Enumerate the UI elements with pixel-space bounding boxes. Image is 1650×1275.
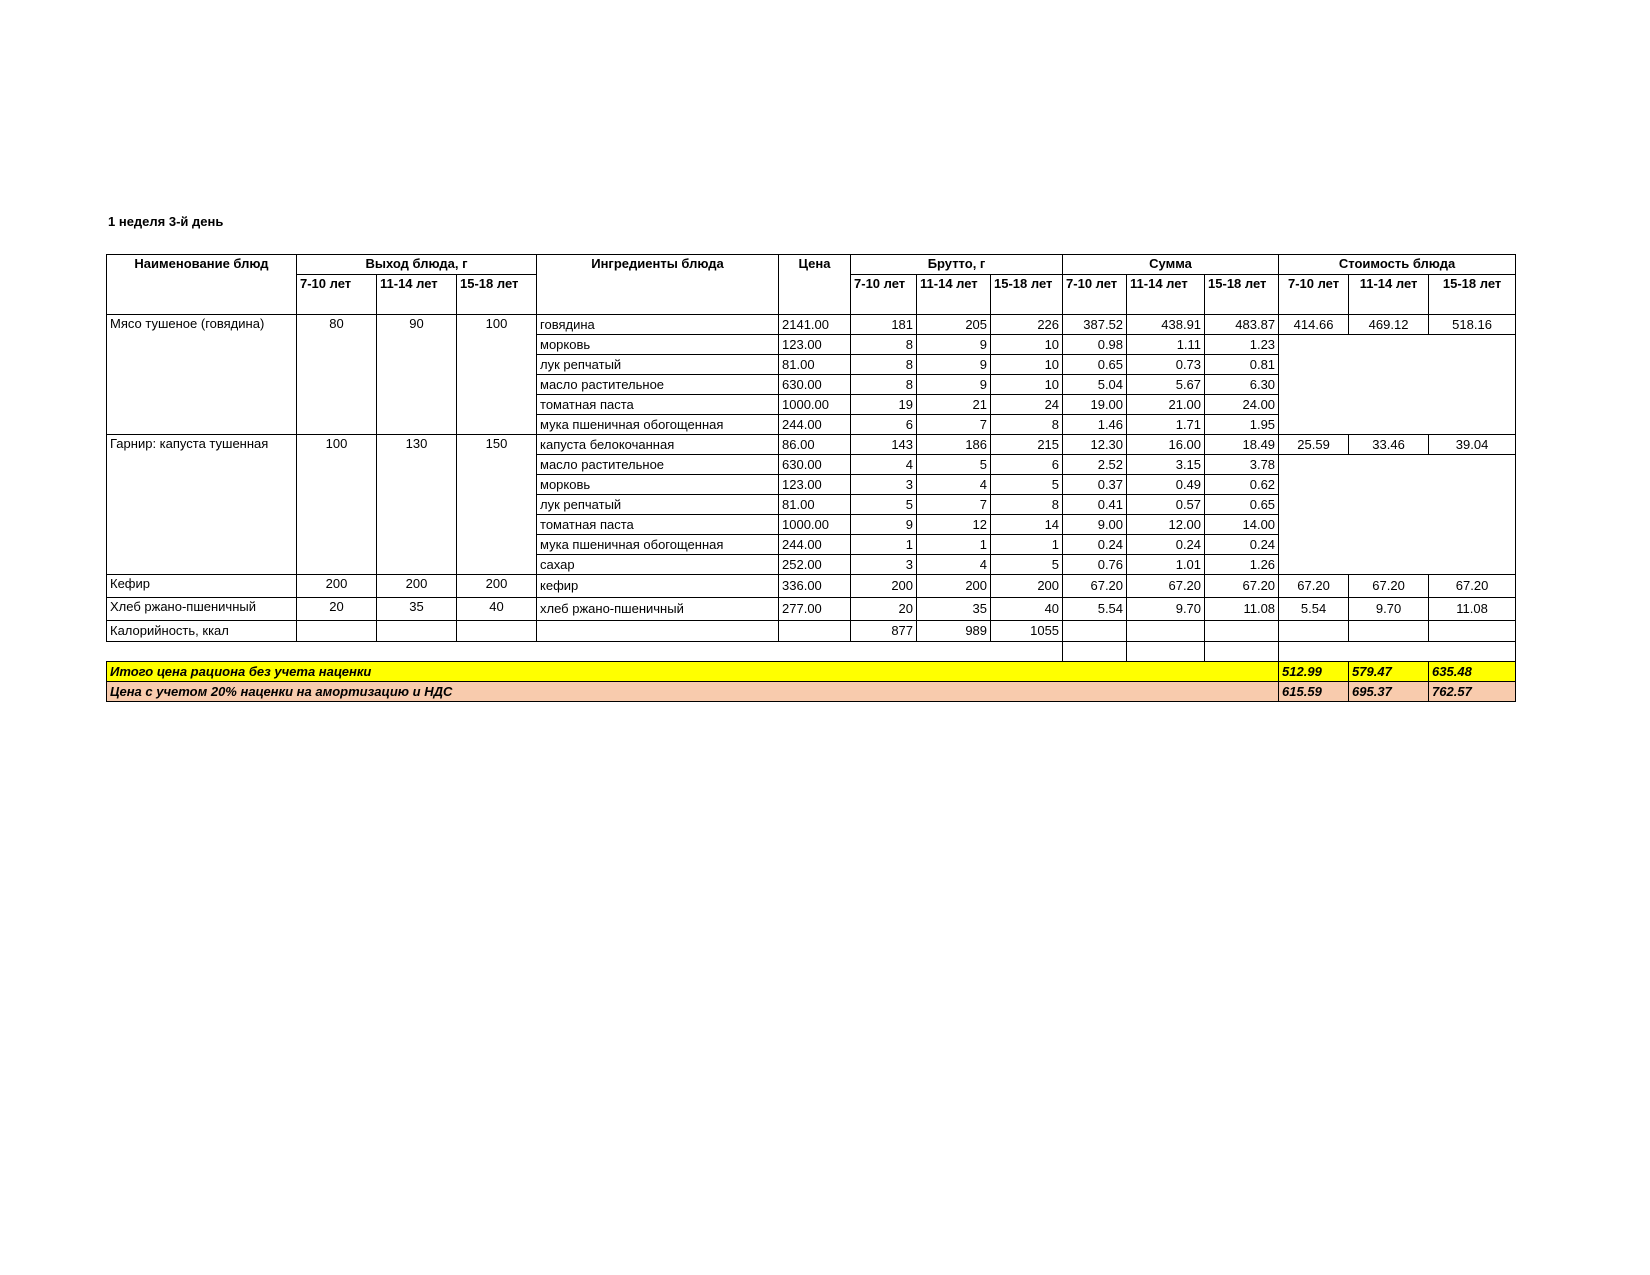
ingredient-price: 123.00 [779, 475, 851, 495]
header-yield-age-2: 11-14 лет [377, 275, 457, 315]
ingredient-sum: 0.57 [1127, 495, 1205, 515]
ingredient-gross: 226 [991, 315, 1063, 335]
table-row [107, 575, 1516, 598]
ingredient-sum: 5.04 [1063, 375, 1127, 395]
ingredient-gross: 8 [851, 375, 917, 395]
ingredient-sum: 9.00 [1063, 515, 1127, 535]
header-dish: Наименование блюд [107, 255, 297, 315]
ingredient-price: 244.00 [779, 535, 851, 555]
ingredient-sum: 9.70 [1127, 598, 1205, 621]
ingredient-gross: 10 [991, 335, 1063, 355]
ingredient-gross: 200 [851, 575, 917, 598]
dish-yield: 100 [297, 435, 377, 575]
dish-name: Кефир [107, 575, 297, 598]
empty-cell [1205, 642, 1279, 662]
ingredient-gross: 1 [991, 535, 1063, 555]
ingredient-gross: 143 [851, 435, 917, 455]
empty-cell [377, 621, 457, 642]
dish-yield: 35 [377, 598, 457, 621]
calories-label: Калорийность, ккал [107, 621, 297, 642]
dish-yield: 20 [297, 598, 377, 621]
empty-cell [297, 621, 377, 642]
empty-cell [1063, 621, 1127, 642]
ingredient-sum: 0.49 [1127, 475, 1205, 495]
dish-yield: 200 [377, 575, 457, 598]
ingredient-sum: 483.87 [1205, 315, 1279, 335]
ingredient-gross: 8 [991, 415, 1063, 435]
ingredient-name: говядина [537, 315, 779, 335]
ingredient-sum: 0.65 [1205, 495, 1279, 515]
ingredient-sum: 1.01 [1127, 555, 1205, 575]
table-row [107, 435, 1516, 455]
ingredient-gross: 3 [851, 555, 917, 575]
ingredient-price: 81.00 [779, 495, 851, 515]
ingredient-sum: 1.23 [1205, 335, 1279, 355]
ingredient-name: мука пшеничная обогощенная [537, 415, 779, 435]
ingredient-name: сахар [537, 555, 779, 575]
empty-cell [1205, 621, 1279, 642]
ingredient-name: хлеб ржано-пшеничный [537, 598, 779, 621]
empty-cell [107, 642, 1063, 662]
ingredient-gross: 10 [991, 375, 1063, 395]
ingredient-price: 81.00 [779, 355, 851, 375]
ingredient-sum: 2.52 [1063, 455, 1127, 475]
calories-row [107, 621, 1516, 642]
ingredient-sum: 24.00 [1205, 395, 1279, 415]
with_markup-value: 615.59 [1279, 682, 1349, 702]
ingredient-gross: 12 [917, 515, 991, 535]
ingredient-sum: 0.24 [1127, 535, 1205, 555]
ingredient-sum: 0.73 [1127, 355, 1205, 375]
ingredient-gross: 3 [851, 475, 917, 495]
ingredient-gross: 14 [991, 515, 1063, 535]
ingredient-name: мука пшеничная обогощенная [537, 535, 779, 555]
total-label: Итого цена рациона без учета наценки [107, 662, 1279, 682]
dish-yield: 130 [377, 435, 457, 575]
ingredient-gross: 205 [917, 315, 991, 335]
dish-cost: 67.20 [1349, 575, 1429, 598]
ingredient-sum: 1.46 [1063, 415, 1127, 435]
dish-cost: 414.66 [1279, 315, 1349, 335]
ingredient-sum: 0.62 [1205, 475, 1279, 495]
empty-cell [537, 621, 779, 642]
ingredient-sum: 0.65 [1063, 355, 1127, 375]
ingredient-gross: 19 [851, 395, 917, 415]
calories-value: 1055 [991, 621, 1063, 642]
ingredient-gross: 5 [851, 495, 917, 515]
ingredient-gross: 9 [917, 375, 991, 395]
dish-yield: 200 [297, 575, 377, 598]
with_markup-value: 695.37 [1349, 682, 1429, 702]
ingredient-price: 2141.00 [779, 315, 851, 335]
ingredient-price: 252.00 [779, 555, 851, 575]
header-cost-age-1: 7-10 лет [1279, 275, 1349, 315]
ingredient-sum: 67.20 [1127, 575, 1205, 598]
header-cost-age-3: 15-18 лет [1429, 275, 1516, 315]
ingredient-price: 277.00 [779, 598, 851, 621]
ingredient-gross: 200 [917, 575, 991, 598]
ingredient-gross: 20 [851, 598, 917, 621]
ingredient-sum: 16.00 [1127, 435, 1205, 455]
ingredient-sum: 1.71 [1127, 415, 1205, 435]
total-row [107, 662, 1516, 682]
ingredient-sum: 67.20 [1063, 575, 1127, 598]
dish-name: Гарнир: капуста тушенная [107, 435, 297, 575]
with_markup-value: 762.57 [1429, 682, 1516, 702]
empty-cell [1349, 621, 1429, 642]
empty-cell [779, 621, 851, 642]
dish-cost: 5.54 [1279, 598, 1349, 621]
ingredient-sum: 0.41 [1063, 495, 1127, 515]
ingredient-sum: 6.30 [1205, 375, 1279, 395]
dish-yield: 40 [457, 598, 537, 621]
dish-cost: 25.59 [1279, 435, 1349, 455]
total-value: 579.47 [1349, 662, 1429, 682]
ingredient-gross: 9 [917, 335, 991, 355]
ingredient-sum: 0.81 [1205, 355, 1279, 375]
ingredient-gross: 4 [917, 475, 991, 495]
ingredient-sum: 0.24 [1205, 535, 1279, 555]
ingredient-sum: 1.11 [1127, 335, 1205, 355]
header-sum-age-2: 11-14 лет [1127, 275, 1205, 315]
empty-cell [1429, 621, 1516, 642]
dish-cost-empty [1279, 455, 1516, 575]
ingredient-price: 123.00 [779, 335, 851, 355]
ingredient-gross: 1 [851, 535, 917, 555]
ingredient-sum: 3.15 [1127, 455, 1205, 475]
ingredient-gross: 8 [991, 495, 1063, 515]
ingredient-gross: 181 [851, 315, 917, 335]
ingredient-gross: 4 [851, 455, 917, 475]
ingredient-price: 86.00 [779, 435, 851, 455]
ingredient-gross: 40 [991, 598, 1063, 621]
dish-yield: 90 [377, 315, 457, 435]
ingredient-sum: 12.00 [1127, 515, 1205, 535]
header-price: Цена [779, 255, 851, 315]
ingredient-gross: 10 [991, 355, 1063, 375]
ingredient-gross: 7 [917, 495, 991, 515]
ingredient-gross: 35 [917, 598, 991, 621]
ingredient-sum: 5.67 [1127, 375, 1205, 395]
header-yield-age-3: 15-18 лет [457, 275, 537, 315]
header-gross-age-3: 15-18 лет [991, 275, 1063, 315]
ingredient-gross: 21 [917, 395, 991, 415]
ingredient-sum: 0.98 [1063, 335, 1127, 355]
dish-cost: 67.20 [1429, 575, 1516, 598]
sheet-title: 1 неделя 3-й день [108, 214, 224, 229]
ingredient-sum: 21.00 [1127, 395, 1205, 415]
dish-cost: 11.08 [1429, 598, 1516, 621]
ingredient-sum: 5.54 [1063, 598, 1127, 621]
empty-cell [457, 621, 537, 642]
table-row [107, 315, 1516, 335]
total-value: 512.99 [1279, 662, 1349, 682]
dish-name: Мясо тушеное (говядина) [107, 315, 297, 435]
dish-cost: 67.20 [1279, 575, 1349, 598]
ingredient-name: морковь [537, 475, 779, 495]
ingredient-gross: 8 [851, 335, 917, 355]
dish-name: Хлеб ржано-пшеничный [107, 598, 297, 621]
ingredient-name: масло растительное [537, 455, 779, 475]
ingredient-name: лук репчатый [537, 495, 779, 515]
dish-cost: 9.70 [1349, 598, 1429, 621]
with_markup-label: Цена с учетом 20% наценки на амортизацию и НДС [107, 682, 1279, 702]
ingredient-gross: 9 [851, 515, 917, 535]
ingredient-name: кефир [537, 575, 779, 598]
empty-cell [1279, 642, 1516, 662]
ingredient-gross: 5 [917, 455, 991, 475]
table-row [107, 598, 1516, 621]
empty-cell [1063, 642, 1127, 662]
ingredient-sum: 19.00 [1063, 395, 1127, 415]
ingredient-gross: 5 [991, 555, 1063, 575]
ingredient-gross: 4 [917, 555, 991, 575]
dish-cost: 33.46 [1349, 435, 1429, 455]
empty-cell [1279, 621, 1349, 642]
ingredient-gross: 6 [991, 455, 1063, 475]
ingredient-gross: 186 [917, 435, 991, 455]
ingredient-sum: 438.91 [1127, 315, 1205, 335]
header-sum: Сумма [1063, 255, 1279, 275]
ingredient-sum: 1.95 [1205, 415, 1279, 435]
ingredient-price: 630.00 [779, 375, 851, 395]
ingredient-name: морковь [537, 335, 779, 355]
header-gross: Брутто, г [851, 255, 1063, 275]
dish-yield: 200 [457, 575, 537, 598]
ingredient-sum: 67.20 [1205, 575, 1279, 598]
ingredient-sum: 1.26 [1205, 555, 1279, 575]
dish-yield: 150 [457, 435, 537, 575]
ingredient-price: 630.00 [779, 455, 851, 475]
ingredient-name: томатная паста [537, 515, 779, 535]
header-cost: Стоимость блюда [1279, 255, 1516, 275]
header-sum-age-3: 15-18 лет [1205, 275, 1279, 315]
ingredient-sum: 12.30 [1063, 435, 1127, 455]
ingredient-sum: 18.49 [1205, 435, 1279, 455]
ingredient-gross: 9 [917, 355, 991, 375]
ingredient-gross: 1 [917, 535, 991, 555]
ingredient-gross: 5 [991, 475, 1063, 495]
ingredient-name: томатная паста [537, 395, 779, 415]
ingredient-sum: 0.24 [1063, 535, 1127, 555]
with_markup-row [107, 682, 1516, 702]
calories-value: 877 [851, 621, 917, 642]
ingredient-gross: 24 [991, 395, 1063, 415]
ingredient-name: капуста белокочанная [537, 435, 779, 455]
dish-yield: 80 [297, 315, 377, 435]
ingredient-price: 1000.00 [779, 515, 851, 535]
ingredient-price: 1000.00 [779, 395, 851, 415]
ingredient-sum: 0.76 [1063, 555, 1127, 575]
calories-value: 989 [917, 621, 991, 642]
dish-yield: 100 [457, 315, 537, 435]
ingredient-name: лук репчатый [537, 355, 779, 375]
ingredient-gross: 215 [991, 435, 1063, 455]
header-gross-age-2: 11-14 лет [917, 275, 991, 315]
header-sum-age-1: 7-10 лет [1063, 275, 1127, 315]
header-gross-age-1: 7-10 лет [851, 275, 917, 315]
ingredient-price: 244.00 [779, 415, 851, 435]
ingredient-sum: 14.00 [1205, 515, 1279, 535]
ingredient-price: 336.00 [779, 575, 851, 598]
dish-cost: 39.04 [1429, 435, 1516, 455]
ingredient-gross: 8 [851, 355, 917, 375]
total-value: 635.48 [1429, 662, 1516, 682]
dish-cost: 469.12 [1349, 315, 1429, 335]
header-cost-age-2: 11-14 лет [1349, 275, 1429, 315]
ingredient-gross: 7 [917, 415, 991, 435]
dish-cost-empty [1279, 335, 1516, 435]
ingredient-sum: 11.08 [1205, 598, 1279, 621]
header-ingredients: Ингредиенты блюда [537, 255, 779, 315]
header-yield: Выход блюда, г [297, 255, 537, 275]
ingredient-gross: 200 [991, 575, 1063, 598]
ingredient-name: масло растительное [537, 375, 779, 395]
empty-cell [1127, 621, 1205, 642]
ingredient-sum: 3.78 [1205, 455, 1279, 475]
ingredient-gross: 6 [851, 415, 917, 435]
header-yield-age-1: 7-10 лет [297, 275, 377, 315]
ingredient-sum: 387.52 [1063, 315, 1127, 335]
menu-cost-table [106, 254, 1516, 702]
spacer-row [107, 642, 1516, 662]
empty-cell [1127, 642, 1205, 662]
ingredient-sum: 0.37 [1063, 475, 1127, 495]
dish-cost: 518.16 [1429, 315, 1516, 335]
